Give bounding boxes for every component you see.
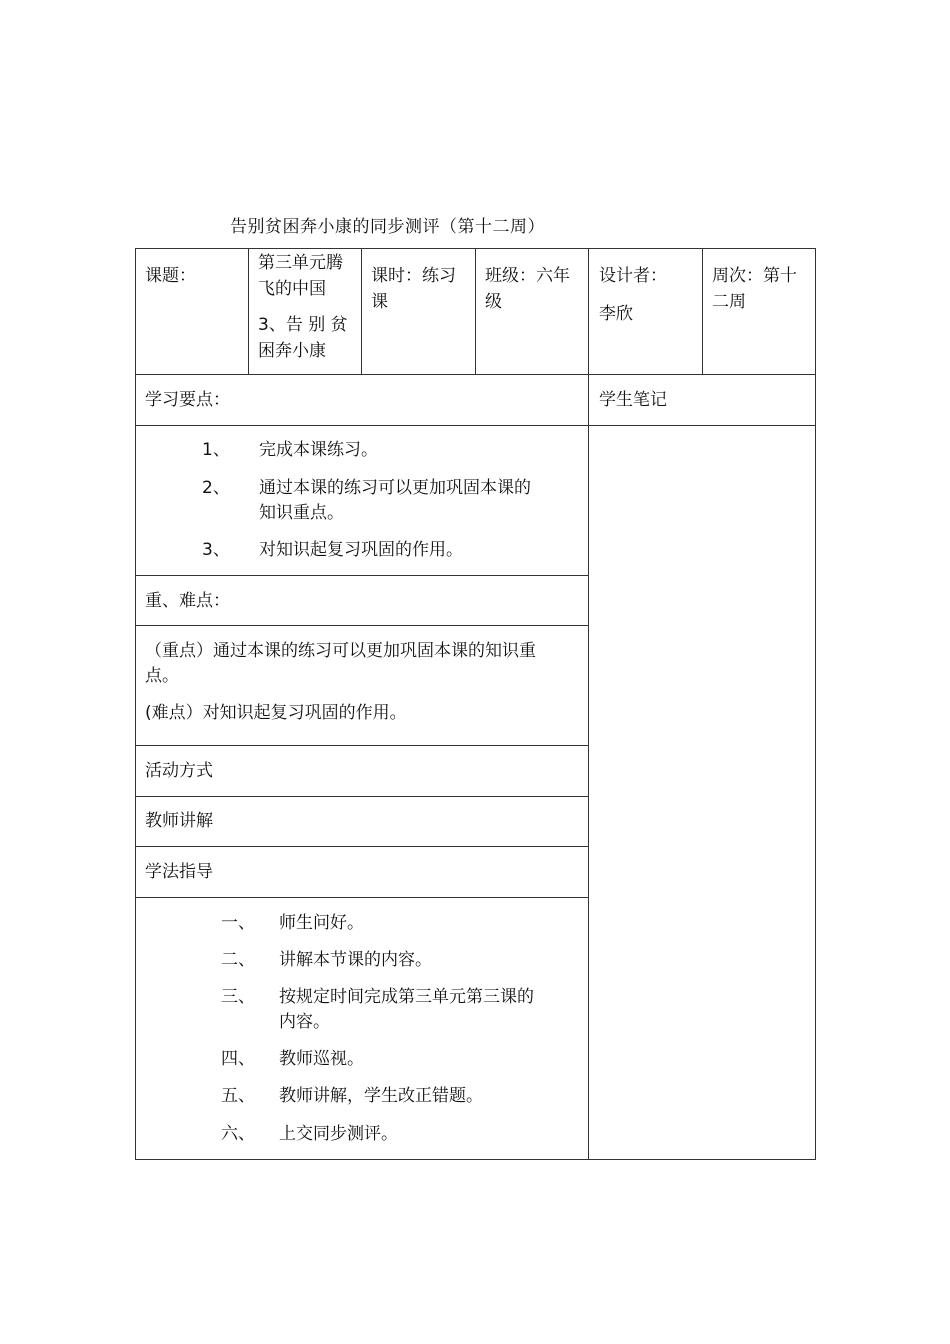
step-text: 讲解本节课的内容。: [279, 950, 432, 970]
teacher-label: 教师讲解: [145, 811, 213, 831]
grid-line: [135, 1159, 816, 1160]
designer-name: 李欣: [599, 304, 633, 324]
grid-line: [135, 745, 589, 746]
topic-label: 课题：: [145, 266, 196, 286]
activity-label: 活动方式: [145, 761, 213, 781]
step-number: 六、: [221, 1124, 255, 1144]
grid-line: [135, 846, 589, 847]
lesson-line: 困奔小康: [258, 341, 326, 361]
class-line: 级: [485, 292, 502, 312]
week-cell: [712, 263, 797, 315]
class-cell: [485, 263, 570, 315]
step-text: 教师讲解，学生改正错题。: [279, 1086, 483, 1106]
step-text: 教师巡视。: [279, 1049, 364, 1069]
grid-line: [135, 425, 816, 426]
grid-line: [135, 374, 816, 375]
designer-label: 设计者：: [599, 266, 667, 286]
step-text: 内容。: [279, 1012, 330, 1032]
step-number: 四、: [221, 1049, 255, 1069]
hard-line: (难点）对知识起复习巩固的作用。: [145, 703, 407, 723]
period-cell: [371, 263, 456, 315]
week-line: 周次：第十: [712, 266, 797, 286]
grid-line: [815, 248, 816, 1160]
grid-line: [588, 248, 589, 1160]
grid-line: [702, 248, 703, 374]
grid-line: [135, 796, 589, 797]
item-text: 对知识起复习巩固的作用。: [259, 540, 463, 560]
period-line: 课: [371, 292, 388, 312]
student-notes-label: 学生笔记: [599, 390, 667, 410]
document-title: 告别贫困奔小康的同步测评（第十二周）: [230, 217, 545, 237]
grid-line: [475, 248, 476, 374]
item-number: 1、: [202, 440, 230, 460]
focus-line: （重点）通过本课的练习可以更加巩固本课的知识重: [145, 641, 536, 661]
item-text: 完成本课练习。: [259, 440, 378, 460]
week-line: 二周: [712, 292, 746, 312]
item-text: 知识重点。: [259, 503, 344, 523]
class-line: 班级：六年: [485, 266, 570, 286]
step-number: 二、: [221, 950, 255, 970]
method-label: 学法指导: [145, 862, 213, 882]
grid-line: [135, 248, 136, 1160]
step-text: 上交同步测评。: [279, 1124, 398, 1144]
lesson-line: 3、告 别 贫: [258, 315, 348, 335]
unit-name: [258, 250, 348, 364]
step-number: 五、: [221, 1086, 255, 1106]
grid-line: [248, 248, 249, 374]
item-text: 通过本课的练习可以更加巩固本课的: [259, 478, 531, 498]
unit-line: 第三单元腾: [258, 253, 343, 273]
item-number: 2、: [202, 478, 230, 498]
grid-line: [135, 625, 589, 626]
grid-line: [361, 248, 362, 374]
step-number: 三、: [221, 987, 255, 1007]
item-number: 3、: [202, 540, 230, 560]
step-text: 按规定时间完成第三单元第三课的: [279, 987, 534, 1007]
key-points-label: 学习要点：: [145, 390, 230, 410]
unit-line: 飞的中国: [258, 279, 326, 299]
difficulty-label: 重、难点：: [145, 591, 230, 611]
grid-line: [135, 575, 589, 576]
step-number: 一、: [221, 913, 255, 933]
grid-line: [135, 897, 589, 898]
focus-line: 点。: [145, 666, 179, 686]
step-text: 师生问好。: [279, 913, 364, 933]
designer-cell: [599, 263, 667, 327]
period-line: 课时：练习: [371, 266, 456, 286]
